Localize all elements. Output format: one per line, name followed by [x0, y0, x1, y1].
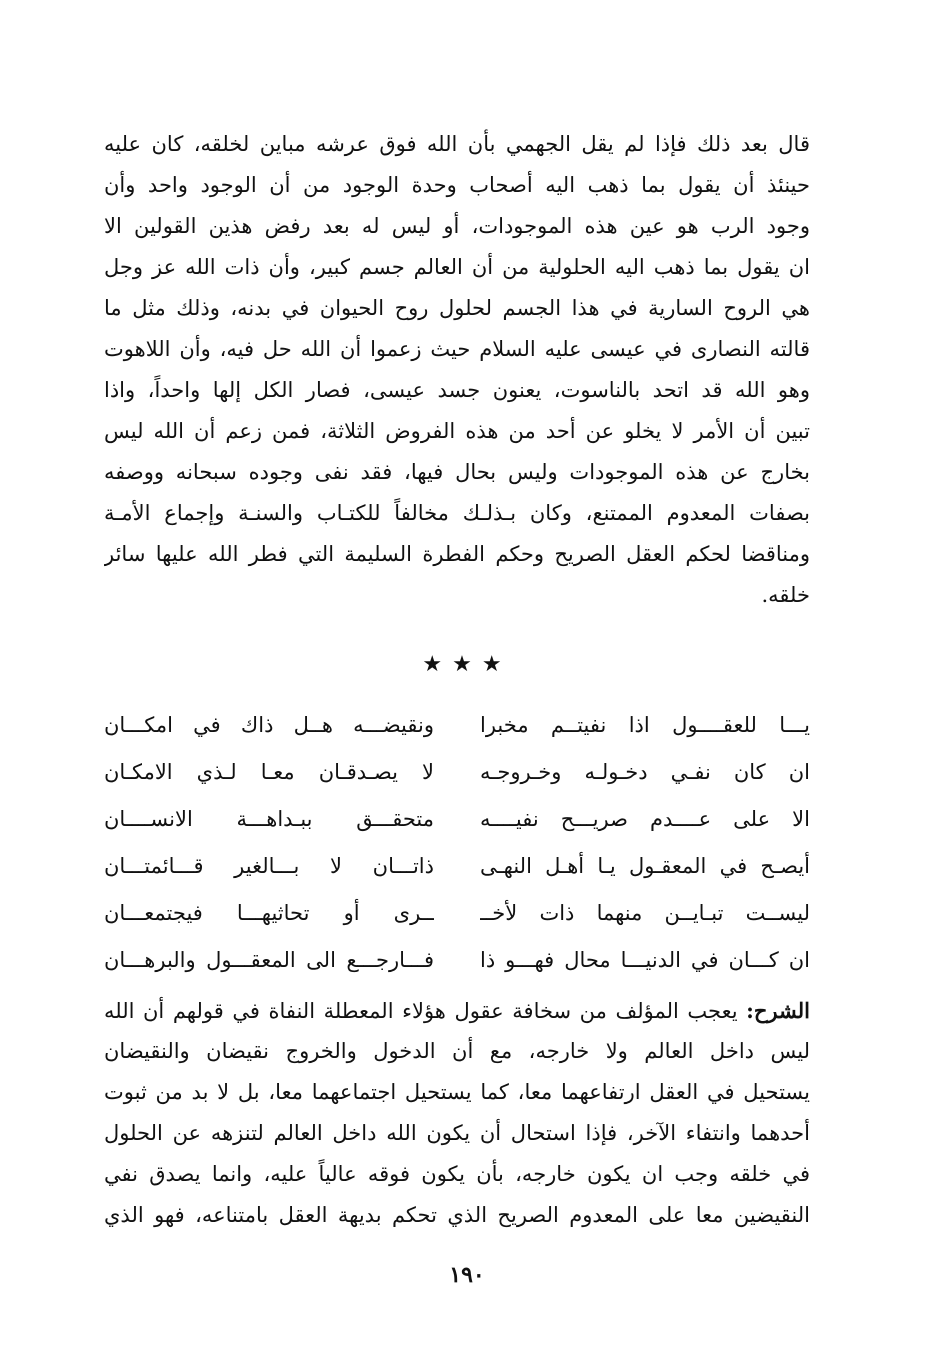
- commentary-first-line-text: يعجب المؤلف من سخافة عقول هؤلاء المعطلة النفاة في قولهم أن الله: [104, 999, 747, 1023]
- verse-first-hemistich: أيصـح في المعقـول يـا أهـل النهـى: [480, 854, 810, 878]
- prose-line: ان يقول بما ذهب اليه الحلولية من أن العالم جسم كبير، وأن ذات الله عز وجل: [104, 255, 810, 279]
- prose-line: وهو الله قد اتحد بالناسوت، يعنون جسد عيسى، فصار الكل إلها واحداً، واذا: [104, 378, 810, 402]
- verse-first-hemistich: يـــا للعقــــول اذا نفيتــم مخبرا: [480, 713, 810, 737]
- commentary-line: أحدهما وانتفاء الآخر، فإذا استحال أن يكون الله داخل العالم لتنزهه عن الحلول: [104, 1121, 810, 1145]
- poem-verse: [104, 937, 810, 984]
- commentary-label: الشرح:: [746, 998, 810, 1023]
- verse-first-hemistich: ان كان نفـي دخـولـه وخـروجـه: [480, 760, 810, 784]
- prose-line: قال بعد ذلك فإذا لم يقل الجهمي بأن الله فوق عرشه مباين لخلقه، كان عليه: [104, 132, 810, 156]
- commentary-line: في خلقه وجب ان يكون خارجه، بأن يكون فوقه عالياً عليه، وانما يصدق نفي: [104, 1162, 810, 1186]
- prose-line: ومناقضا لحكم العقل الصريح وحكم الفطرة السليمة التي فطر الله عليها سائر: [104, 542, 810, 566]
- verse-second-hemistich: لا يصـدقـان معـا لـذي الامكـان: [104, 760, 434, 784]
- section-separator-stars: ★★★: [422, 652, 512, 677]
- prose-line: قالته النصارى في عيسى عليه السلام حيث زعموا أن الله حل فيه، وأن اللاهوت: [104, 337, 810, 361]
- verse-second-hemistich: ذاتـــان لا بـــالغير قـــائمتـــان: [104, 854, 434, 878]
- prose-line: هي الروح السارية في هذا الجسم لحلول روح الحيوان في بدنه، وذلك مثل ما: [104, 296, 810, 320]
- verse-second-hemistich: متحقـــق ببـداهـــة الانســــان: [104, 807, 434, 831]
- poem-verse: [104, 702, 810, 749]
- verse-second-hemistich: ونقيضـــه هــل ذاك في امكـــان: [104, 713, 434, 737]
- verse-second-hemistich: ــرى أو تحاثيهـــا فيجتمعـــان: [104, 901, 434, 925]
- prose-line: تبين أن الأمر لا يخلو عن أحد من هذه الفروض الثلاثة، فمن زعم أن الله ليس: [104, 419, 810, 443]
- prose-line: بخارج عن هذه الموجودات وليس بحال فيها، فقد نفى وجوده سبحانه ووصفه: [104, 460, 810, 484]
- poem-verse: [104, 749, 810, 796]
- commentary-paragraph: [104, 990, 810, 1236]
- poem-verse: [104, 890, 810, 937]
- prose-paragraph: [104, 124, 810, 616]
- verse-first-hemistich: الا على عــــدم صريـــح نفيــــه: [480, 807, 810, 831]
- verse-second-hemistich: فـــارجـــع الى المعقـــول والبرهـــان: [104, 948, 434, 972]
- prose-line: بصفات المعدوم الممتنع، وكان بـذلـك مخالفاً للكتـاب والسنـة وإجماع الأمـة: [104, 501, 810, 525]
- page-number: ١٩٠: [449, 1262, 485, 1288]
- poem: [104, 702, 810, 984]
- verse-first-hemistich: ليســت تبـايــن منهما ذات لأخــ: [480, 901, 810, 925]
- prose-line: خلقه.: [761, 583, 810, 607]
- commentary-line: النقيضين معا على المعدوم الصريح الذي تحكم بديهة العقل بامتناعه، فهو الذي: [104, 1203, 810, 1227]
- poem-verse: [104, 843, 810, 890]
- commentary-first-line: [104, 990, 810, 1031]
- prose-line: حينئذ أن يقول بما ذهب اليه أصحاب وحدة الوجود من أن الوجود واحد وأن: [104, 173, 810, 197]
- commentary-line: يستحيل في العقل ارتفاعهما معا، كما يستحيل اجتماعهما معا، بل لا بد من ثبوت: [104, 1080, 810, 1104]
- verse-first-hemistich: ان كـــان في الدنيـــا محال فهـــو ذا: [480, 948, 810, 972]
- poem-verse: [104, 796, 810, 843]
- prose-line: وجود الرب هو عين هذه الموجودات، أو ليس له بعد رفض هذين القولين الا: [104, 214, 810, 238]
- commentary-line: ليس داخل العالم ولا خارجه، مع أن الدخول والخروج نقيضان والنقيضان: [104, 1039, 810, 1063]
